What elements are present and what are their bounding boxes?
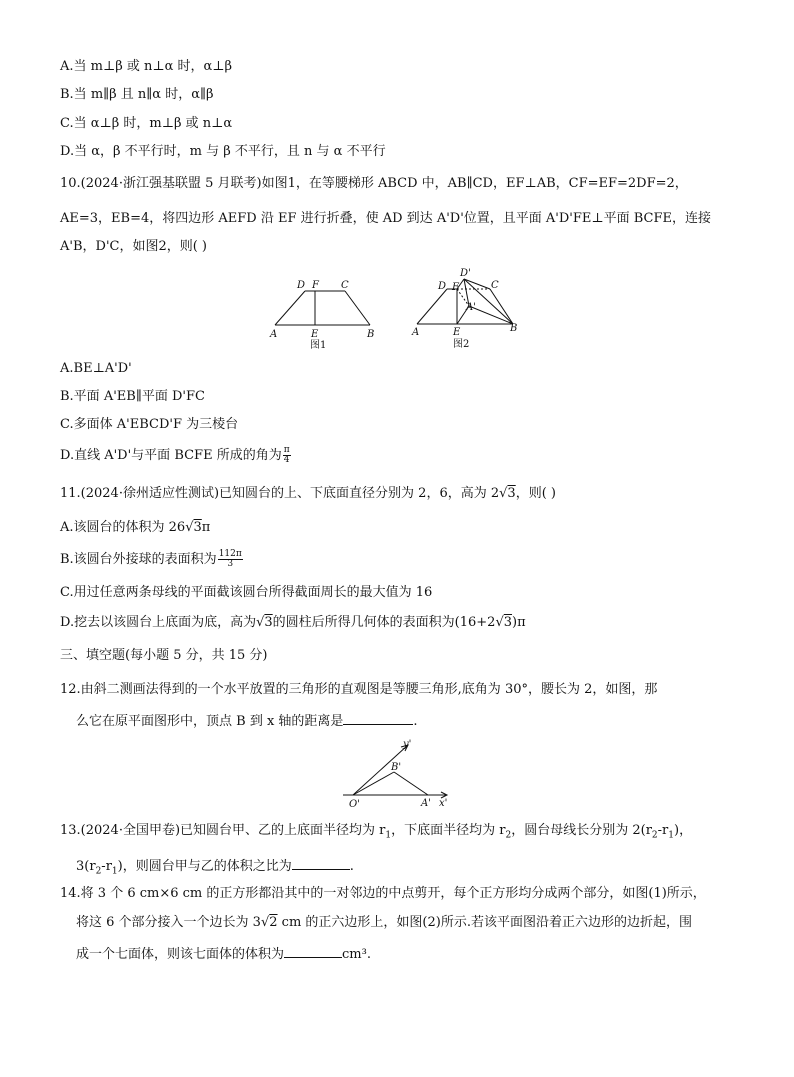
q11-option-c: C.用过任意两条母线的平面截该圆台所得截面周长的最大值为 16 [60,585,433,600]
sqrt-icon: √ [256,615,265,630]
q10-option-d-text: D.直线 A'D'与平面 BCFE 所成的角为 [60,448,282,463]
q10-option-d-fraction: $\frac{\pi}{4}$ [283,445,290,465]
sqrt-icon: √ [495,615,504,630]
section-heading: 三、填空题(每小题 5 分，共 15 分) [60,648,268,663]
q10-option-c: C.多面体 A'EBCD'F 为三棱台 [60,417,239,432]
q13-line1: 13.(2024·全国甲卷)已知圆台甲、乙的上底面半径均为 $r_1$，下底面半径均为 $r_2$，圆台母线长分别为 $2(r_2-r_1)$， [60,823,693,841]
q9-option-a: A.当 m⊥β 或 n⊥α 时，α⊥β [60,59,233,74]
fig2-label-c: C [491,280,499,291]
fig2-label-b: B [510,323,518,334]
answer-blank[interactable] [292,857,350,870]
fig2-caption: 图2 [453,339,470,350]
fig1-label-c: C [341,280,349,291]
sqrt-icon: √ [499,486,508,501]
fig1-label-b: B [367,329,375,340]
fig12-label-a: A' [421,798,431,809]
q12-line1: 12.由斜二测画法得到的一个水平放置的三角形的直观图是等腰三角形,底角为 30°，腰长为 2，如图，那 [60,682,658,697]
q9-option-c: C.当 α⊥β 时，m⊥β 或 n⊥α [60,116,233,131]
fig2-label-d: D [438,281,447,292]
fig2-label-dprime: D' [460,268,471,279]
q14-line1: 14.将 3 个 6 cm×6 cm 的正方形都沿其中的一对邻边的中点剪开，每个正方形均分成两个部分，如图(1)所示， [60,886,706,901]
q11-stem: 11.(2024·徐州适应性测试)已知圆台的上、下底面直径分别为 2，6，高为 2√3，则( ) [60,486,556,501]
sqrt-icon: √ [260,915,270,930]
fig12-label-x: x' [439,798,448,809]
fig2-label-f: F [452,282,459,293]
q10-figure-1 [260,270,390,352]
q10-option-b: B.平面 A'EB∥平面 D'FC [60,389,205,404]
q14-line3: 成一个七面体，则该七面体的体积为 cm³. [76,947,371,962]
fig1-label-a: A [270,329,278,340]
fig2-label-a: A [412,327,420,338]
fig12-label-y: y' [403,739,412,750]
fig2-label-e: E [453,327,461,338]
fig1-label-e: E [311,329,319,340]
fig12-label-o: O' [349,799,360,810]
q10-stem-line3: A'B，D'C，如图2，则( ) [60,239,208,254]
q10-option-d [60,446,292,465]
q12-line2: 么它在原平面图形中，顶点 B 到 x 轴的距离是 . [76,714,418,729]
sqrt-icon: √ [185,520,194,535]
q13-line2: $3(r_2-r_1)$，则圆台甲与乙的体积之比为 . [76,859,354,877]
q10-figure-2 [405,262,535,352]
q12-figure [335,735,460,810]
q10-stem-line2: AE=3，EB=4，将四边形 AEFD 沿 EF 进行折叠，使 AD 到达 A'D'位置，且平面 A'D'FE⊥平面 BCFE，连接 [60,211,711,226]
q10-option-a: A.BE⊥A'D' [60,361,132,376]
q14-line2: 将这 6 个部分接入一个边长为 3√2 cm 的正六边形上，如图(2)所示.若该平面图沿着正六边形的边折起，围 [76,915,692,930]
q9-option-b: B.当 m∥β 且 n∥α 时，α∥β [60,87,214,102]
fig1-caption: 图1 [310,340,327,351]
q11-option-b-fraction: $\frac{112\pi}{3}$ [218,549,242,569]
fig2-label-aprime: A' [466,302,476,313]
fig1-label-f: F [312,280,319,291]
fig1-label-d: D [297,280,306,291]
q9-option-d: D.当 α，β 不平行时，m 与 β 不平行，且 n 与 α 不平行 [60,144,386,159]
answer-blank[interactable] [343,712,413,725]
q11-option-b: B.该圆台外接球的表面积为 $\frac{112\pi}{3}$ [60,549,242,569]
q11-option-a: A.该圆台的体积为 26√3π [60,520,211,535]
q11-option-d: D.挖去以该圆台上底面为底，高为√3的圆柱后所得几何体的表面积为(16+2√3)π [60,615,526,630]
answer-blank[interactable] [284,945,342,958]
fig12-label-b: B' [391,762,402,773]
q10-stem-line1: 10.(2024·浙江强基联盟 5 月联考)如图1，在等腰梯形 ABCD 中，AB∥CD，EF⊥AB，CF=EF=2DF=2， [60,176,688,191]
